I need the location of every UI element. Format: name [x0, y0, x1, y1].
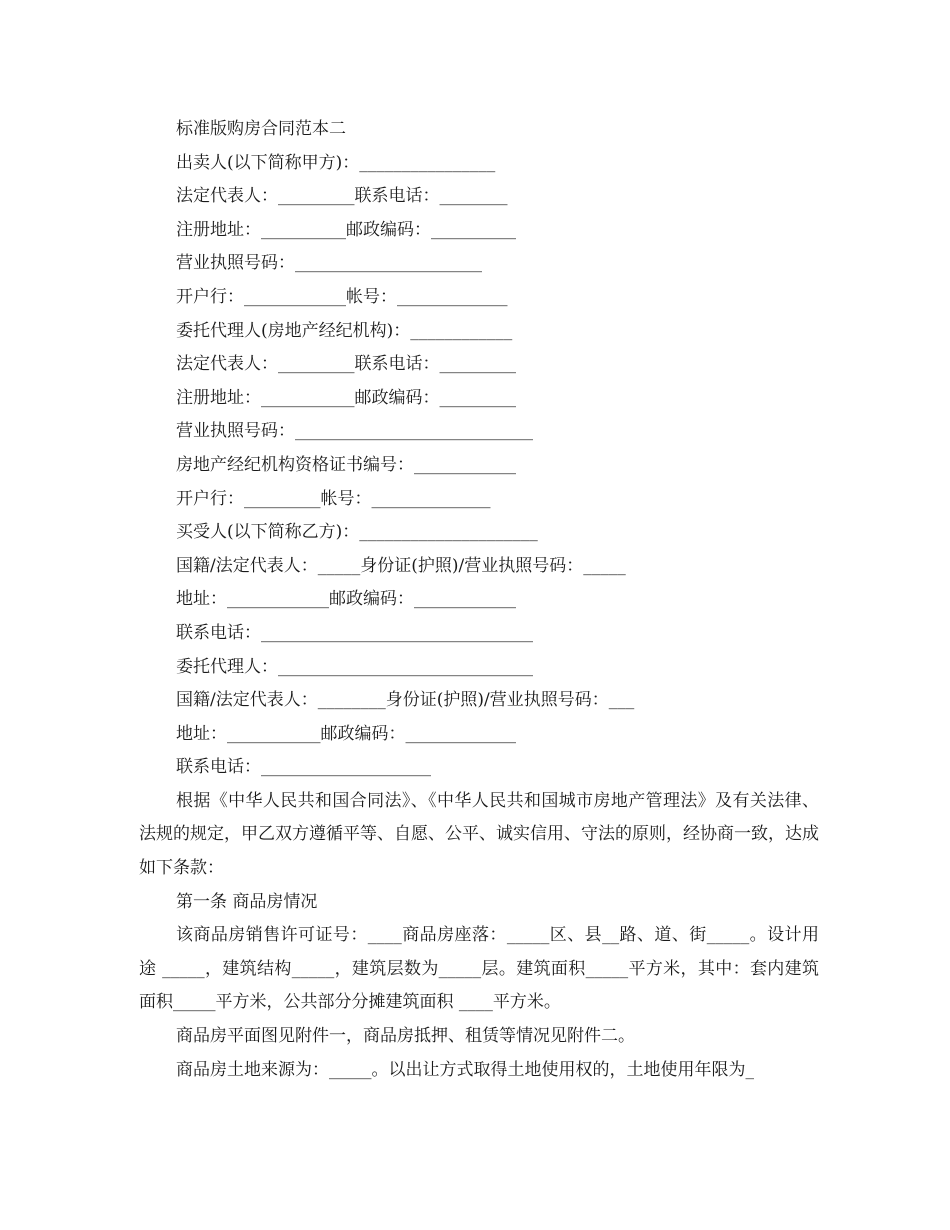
buyer-line: 联系电话：____________________ — [176, 757, 431, 778]
article-1-paragraph: 该商品房销售许可证号：____商品房座落：_____区、县__路、道、街_____。设计用途 _____，建筑结构_____，建筑层数为_____层。建筑面积_____平方米，其中：套内建筑面积_____平方米，公共部分分摊建筑面积 ____平方米。 — [139, 925, 819, 1013]
seller-line: 营业执照号码：______________________ — [176, 253, 482, 274]
document-title: 标准版购房合同范本二 — [176, 119, 346, 139]
buyer-line: 地址：____________邮政编码：____________ — [176, 589, 516, 610]
buyer-line: 联系电话：________________________________ — [176, 622, 533, 643]
article-1-paragraph: 商品房平面图见附件一，商品房抵押、租赁等情况见附件二。 — [176, 1026, 635, 1047]
seller-line: 法定代表人：_________联系电话：_________ — [176, 354, 516, 375]
buyer-line: 委托代理人：______________________________ — [176, 656, 533, 677]
seller-line: 开户行：____________帐号：_____________ — [176, 286, 508, 307]
buyer-line: 国籍/法定代表人：_____身份证(护照)/营业执照号码：_____ — [176, 555, 626, 576]
seller-section — [139, 147, 819, 517]
seller-line: 房地产经纪机构资格证书编号：____________ — [176, 454, 516, 475]
preamble-paragraph: 根据《中华人民共和国合同法》、《中华人民共和国城市房地产管理法》及有关法律、法规的规定，甲乙双方遵循平等、自愿、公平、诚实信用、守法的原则，经协商一致，达成如下条款： — [139, 790, 819, 879]
seller-line: 开户行：_________帐号：______________ — [176, 488, 491, 509]
seller-line: 注册地址：__________邮政编码：__________ — [176, 219, 516, 240]
seller-line: 营业执照号码：____________________________ — [176, 421, 533, 442]
seller-line: 委托代理人(房地产经纪机构)：____________ — [176, 320, 513, 341]
buyer-line: 地址：___________邮政编码：_____________ — [176, 723, 516, 744]
article-1-heading: 第一条 商品房情况 — [176, 891, 318, 912]
buyer-line: 国籍/法定代表人：________身份证(护照)/营业执照号码：___ — [176, 690, 635, 711]
seller-line: 出卖人(以下简称甲方)：________________ — [176, 152, 496, 173]
buyer-line: 买受人(以下简称乙方)：_____________________ — [176, 522, 538, 543]
article-1-paragraph: 商品房土地来源为：_____。以出让方式取得土地使用权的，土地使用年限为_ — [176, 1059, 754, 1080]
seller-line: 注册地址：___________邮政编码：_________ — [176, 387, 516, 408]
seller-line: 法定代表人：_________联系电话：________ — [176, 186, 508, 207]
buyer-section — [139, 516, 819, 785]
document-body — [139, 113, 819, 1087]
